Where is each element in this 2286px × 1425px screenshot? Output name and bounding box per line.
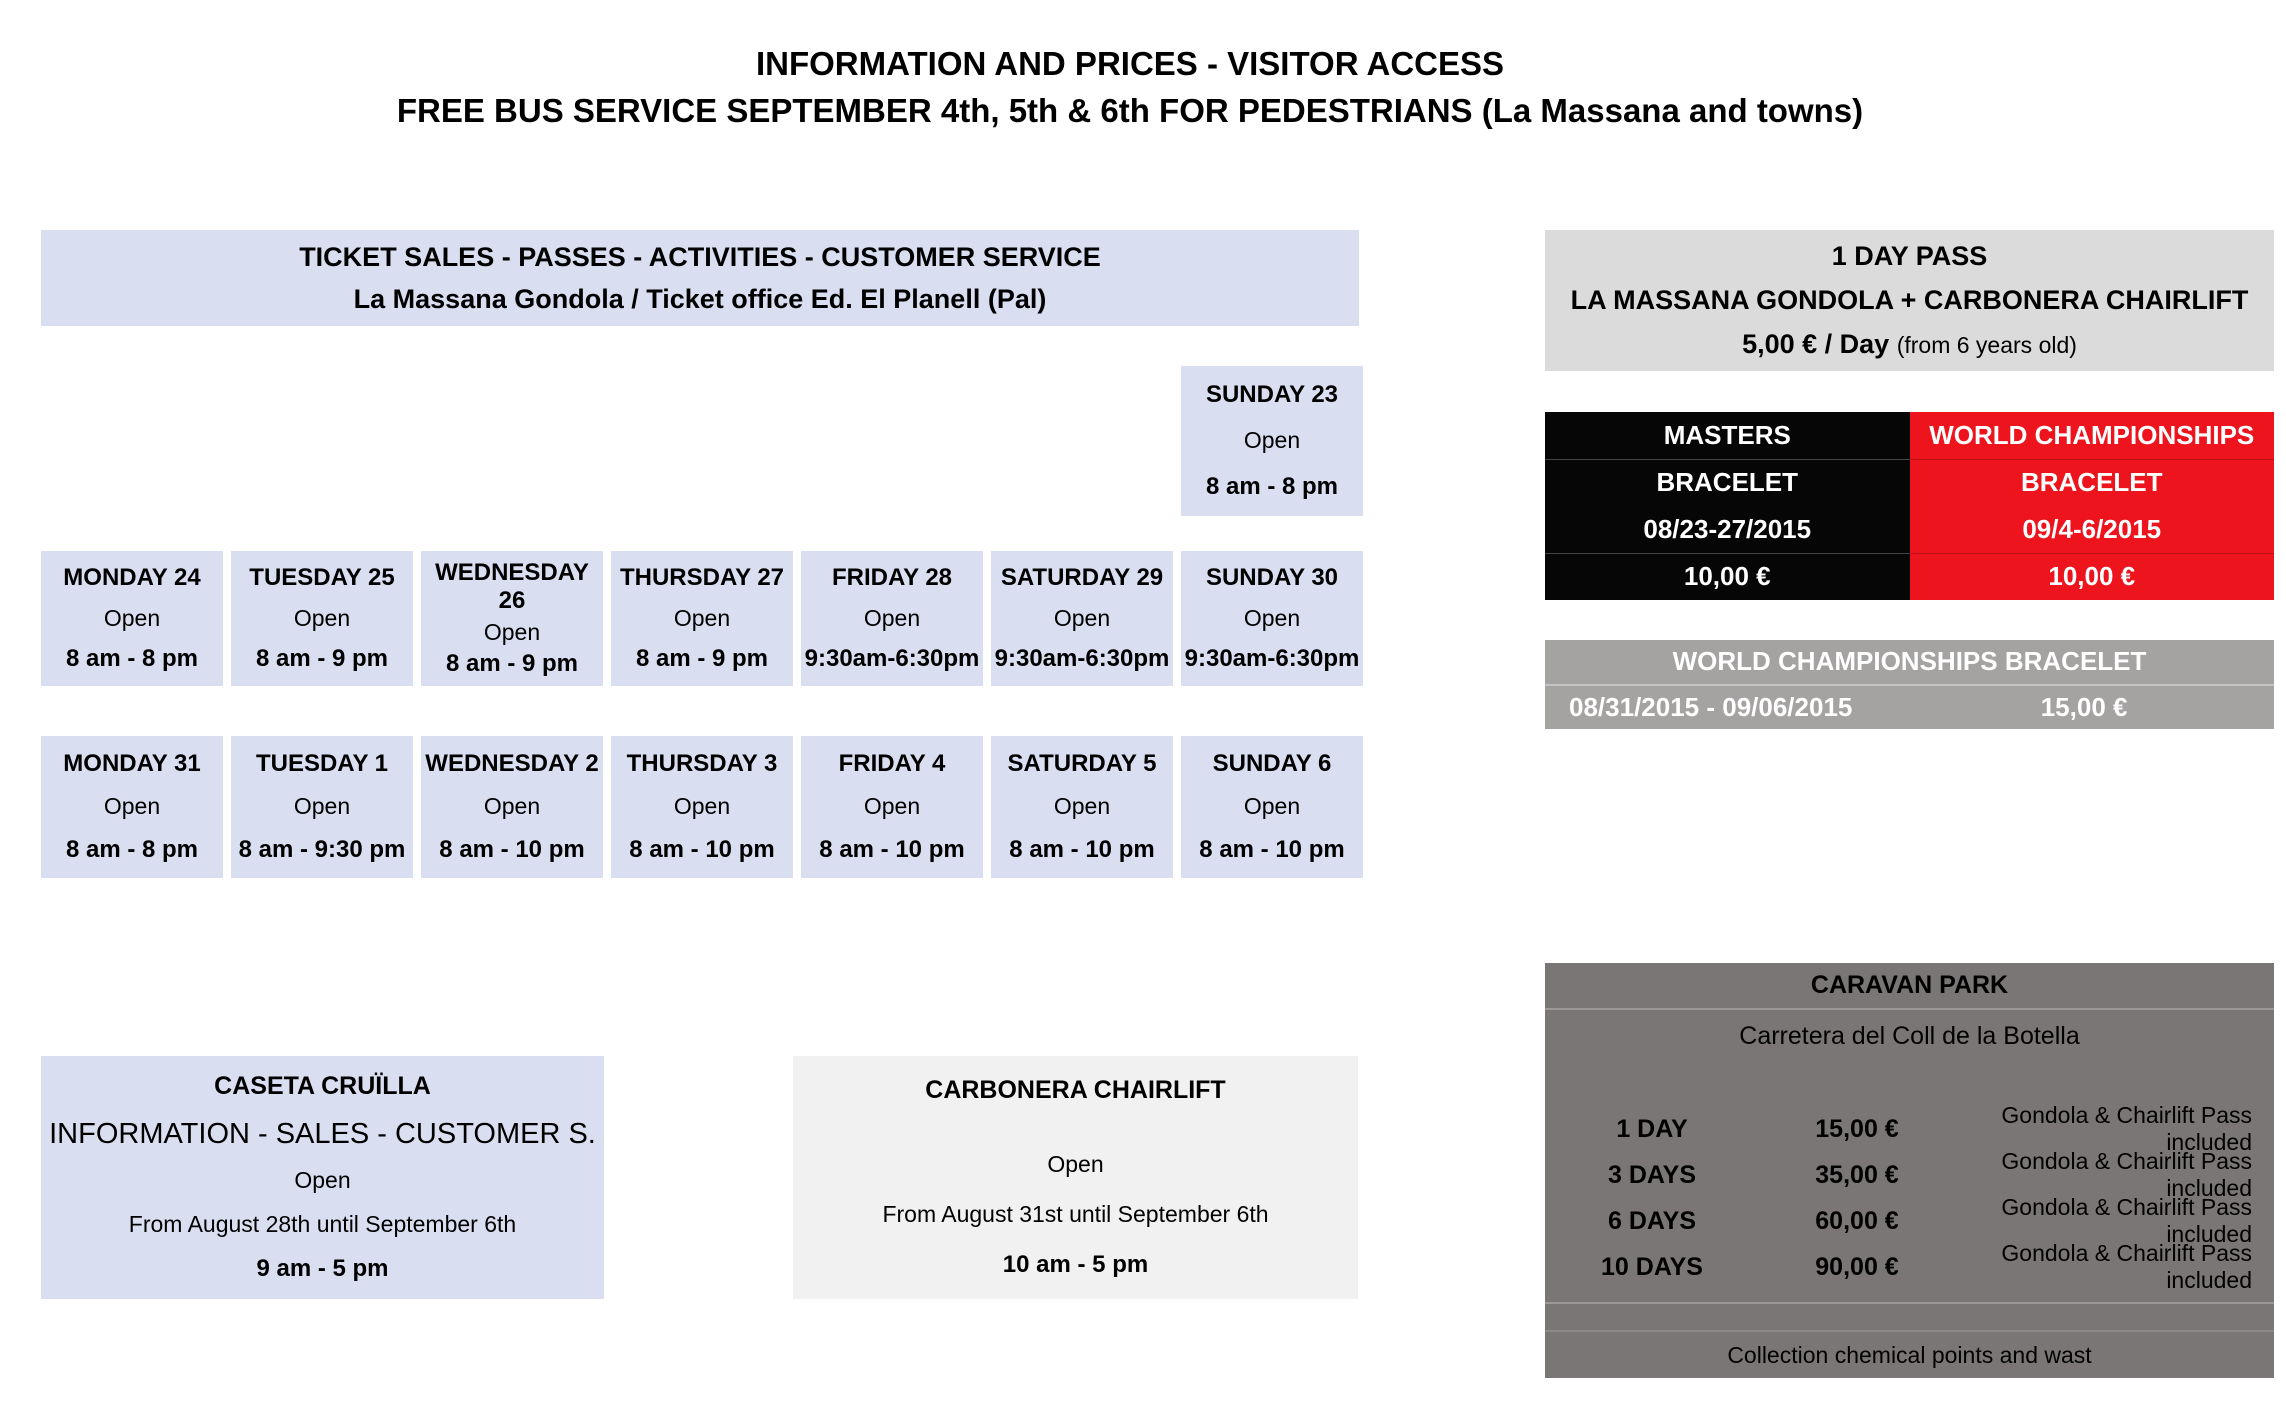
wc-week-bracelet-row bbox=[1545, 686, 2274, 730]
one-day-pass-price-line bbox=[1545, 329, 2274, 360]
schedule-day: WEDNESDAY 26 bbox=[435, 559, 589, 614]
schedule-day: FRIDAY 28 bbox=[831, 563, 953, 591]
caravan-price-row bbox=[1545, 1240, 2274, 1293]
caravan-duration: 10 DAYS bbox=[1601, 1252, 1703, 1281]
ticket-office-header bbox=[41, 230, 1359, 326]
masters-bracelet-price: 10,00 € bbox=[1683, 561, 1771, 592]
schedule-cell bbox=[611, 551, 793, 686]
caravan-note: Gondola & Chairlift Pass included bbox=[2001, 1194, 2252, 1247]
one-day-pass-box bbox=[1545, 230, 2274, 371]
caravan-price-row bbox=[1545, 1148, 2274, 1201]
caseta-title: CASETA CRUÏLLA bbox=[214, 1072, 431, 1101]
caravan-duration: 1 DAY bbox=[1616, 1114, 1688, 1143]
world-championships-bracelet-dates: 09/4-6/2015 bbox=[1910, 506, 2275, 554]
schedule-status: Open bbox=[1243, 427, 1301, 454]
schedule-day: WEDNESDAY 2 bbox=[425, 749, 599, 777]
schedule-status: Open bbox=[673, 604, 731, 631]
schedule-cell bbox=[1181, 736, 1363, 878]
caseta-hours: 9 am - 5 pm bbox=[256, 1254, 389, 1282]
schedule-hours: 8 am - 9 pm bbox=[445, 650, 579, 677]
schedule-status: Open bbox=[293, 604, 351, 631]
world-championships-bracelet-type: BRACELET bbox=[2020, 467, 2163, 498]
carbonera-status: Open bbox=[1047, 1150, 1104, 1177]
schedule-hours: 8 am - 10 pm bbox=[819, 836, 965, 864]
schedule-day: SUNDAY 30 bbox=[1205, 563, 1339, 591]
caravan-note: Gondola & Chairlift Pass included bbox=[2001, 1240, 2252, 1293]
schedule-day: THURSDAY 27 bbox=[619, 563, 785, 591]
schedule-cell bbox=[421, 736, 603, 878]
schedule-day: SATURDAY 29 bbox=[1000, 563, 1164, 591]
schedule-hours: 8 am - 9 pm bbox=[255, 645, 389, 673]
one-day-pass-price: 5,00 € / Day bbox=[1742, 329, 1890, 360]
carbonera-chairlift-box bbox=[793, 1056, 1358, 1299]
masters-bracelet-name: MASTERS bbox=[1545, 412, 1910, 460]
caravan-park-box bbox=[1545, 963, 2274, 1378]
carbonera-title: CARBONERA CHAIRLIFT bbox=[925, 1075, 1226, 1104]
caravan-price: 35,00 € bbox=[1815, 1160, 1899, 1189]
schedule-day: MONDAY 24 bbox=[63, 563, 201, 591]
masters-bracelet-box bbox=[1545, 412, 1910, 600]
caravan-park-footer bbox=[1545, 1302, 2274, 1378]
schedule-status: Open bbox=[1243, 793, 1301, 820]
caravan-price: 90,00 € bbox=[1815, 1252, 1899, 1281]
caravan-park-spacer bbox=[1545, 1062, 2274, 1102]
schedule-week-row-1 bbox=[41, 551, 1363, 686]
one-day-pass-subtitle: LA MASSANA GONDOLA + CARBONERA CHAIRLIFT bbox=[1570, 284, 2249, 315]
caravan-price: 15,00 € bbox=[1815, 1114, 1899, 1143]
caravan-price-row bbox=[1545, 1102, 2274, 1155]
one-day-pass-price-note: (from 6 years old) bbox=[1896, 332, 2077, 359]
schedule-hours: 9:30am-6:30pm bbox=[994, 645, 1170, 673]
schedule-day: MONDAY 31 bbox=[63, 749, 201, 777]
schedule-status: Open bbox=[1053, 793, 1111, 820]
masters-bracelet-dates: 08/23-27/2015 bbox=[1545, 506, 1910, 554]
wc-week-bracelet-title: WORLD CHAMPIONSHIPS BRACELET bbox=[1545, 640, 2274, 686]
caravan-park-address: Carretera del Coll de la Botella bbox=[1739, 1022, 2080, 1050]
schedule-day: THURSDAY 3 bbox=[626, 749, 778, 777]
schedule-status: Open bbox=[863, 604, 921, 631]
page-title bbox=[0, 40, 2260, 134]
caravan-park-title: CARAVAN PARK bbox=[1545, 963, 2274, 1010]
schedule-cell bbox=[41, 551, 223, 686]
schedule-status: Open bbox=[103, 604, 161, 631]
carbonera-period: From August 31st until September 6th bbox=[882, 1201, 1269, 1228]
schedule-hours: 8 am - 10 pm bbox=[629, 836, 775, 864]
schedule-hours: 8 am - 9 pm bbox=[635, 645, 769, 673]
schedule-hours: 9:30am-6:30pm bbox=[1184, 645, 1360, 673]
caseta-services: INFORMATION - SALES - CUSTOMER S. bbox=[49, 1117, 596, 1150]
schedule-status: Open bbox=[1053, 604, 1111, 631]
schedule-cell bbox=[1181, 551, 1363, 686]
schedule-cell-sunday-23 bbox=[1181, 366, 1363, 516]
schedule-cell bbox=[41, 736, 223, 878]
schedule-cell bbox=[231, 551, 413, 686]
wc-week-bracelet-price: 15,00 € bbox=[2040, 691, 2128, 722]
schedule-cell bbox=[421, 551, 603, 686]
caravan-note: Gondola & Chairlift Pass included bbox=[2001, 1148, 2252, 1201]
schedule-status: Open bbox=[673, 793, 731, 820]
schedule-cell bbox=[231, 736, 413, 878]
schedule-hours: 8 am - 8 pm bbox=[65, 836, 199, 864]
schedule-week-row-2 bbox=[41, 736, 1363, 878]
schedule-cell bbox=[801, 736, 983, 878]
schedule-status: Open bbox=[863, 793, 921, 820]
schedule-status: Open bbox=[293, 793, 351, 820]
schedule-status: Open bbox=[483, 793, 541, 820]
schedule-status: Open bbox=[1243, 604, 1301, 631]
schedule-day: TUESDAY 1 bbox=[255, 749, 389, 777]
schedule-cell bbox=[801, 551, 983, 686]
schedule-day: TUESDAY 25 bbox=[249, 563, 395, 591]
schedule-day: SUNDAY 23 bbox=[1205, 381, 1339, 409]
caravan-duration: 6 DAYS bbox=[1607, 1206, 1696, 1235]
caseta-period: From August 28th until September 6th bbox=[128, 1211, 517, 1238]
world-championships-bracelet-name: WORLD CHAMPIONSHIPS bbox=[1910, 412, 2275, 460]
schedule-hours: 9:30am-6:30pm bbox=[804, 645, 980, 673]
masters-bracelet-type: BRACELET bbox=[1656, 467, 1799, 498]
world-championships-bracelet-price: 10,00 € bbox=[2048, 561, 2136, 592]
page-title-line1: INFORMATION AND PRICES - VISITOR ACCESS bbox=[755, 45, 1505, 82]
carbonera-hours: 10 am - 5 pm bbox=[1002, 1251, 1149, 1279]
schedule-day: SATURDAY 5 bbox=[1007, 749, 1157, 777]
schedule-day: FRIDAY 4 bbox=[838, 749, 946, 777]
schedule-day: SUNDAY 6 bbox=[1212, 749, 1332, 777]
caravan-note: Gondola & Chairlift Pass included bbox=[2001, 1102, 2252, 1155]
schedule-hours: 8 am - 9:30 pm bbox=[238, 836, 406, 864]
ticket-office-services: TICKET SALES - PASSES - ACTIVITIES - CUSTOMER SERVICE bbox=[299, 241, 1101, 272]
caravan-duration: 3 DAYS bbox=[1607, 1160, 1696, 1189]
caravan-price: 60,00 € bbox=[1815, 1206, 1899, 1235]
ticket-office-location: La Massana Gondola / Ticket office Ed. El Planell (Pal) bbox=[353, 283, 1047, 314]
bracelet-price-boxes bbox=[1545, 412, 2274, 600]
caseta-status: Open bbox=[294, 1167, 351, 1194]
schedule-hours: 8 am - 10 pm bbox=[439, 836, 585, 864]
one-day-pass-title: 1 DAY PASS bbox=[1831, 240, 1988, 271]
schedule-cell bbox=[991, 551, 1173, 686]
caseta-cruilla-box bbox=[41, 1056, 604, 1299]
schedule-hours: 8 am - 10 pm bbox=[1199, 836, 1345, 864]
wc-week-bracelet-box bbox=[1545, 640, 2274, 729]
caravan-park-footer-text: Collection chemical points and wast bbox=[1545, 1330, 2274, 1378]
wc-week-bracelet-dates: 08/31/2015 - 09/06/2015 bbox=[1569, 691, 1853, 722]
schedule-hours: 8 am - 8 pm bbox=[1205, 472, 1339, 500]
schedule-status: Open bbox=[103, 793, 161, 820]
schedule-hours: 8 am - 8 pm bbox=[65, 645, 199, 673]
schedule-cell bbox=[611, 736, 793, 878]
schedule-hours: 8 am - 10 pm bbox=[1009, 836, 1155, 864]
schedule-cell bbox=[991, 736, 1173, 878]
caravan-price-row bbox=[1545, 1194, 2274, 1247]
schedule-status: Open bbox=[483, 619, 541, 645]
page-title-line2: FREE BUS SERVICE SEPTEMBER 4th, 5th & 6th FOR PEDESTRIANS (La Massana and towns) bbox=[396, 92, 1864, 129]
world-championships-bracelet-box bbox=[1910, 412, 2275, 600]
